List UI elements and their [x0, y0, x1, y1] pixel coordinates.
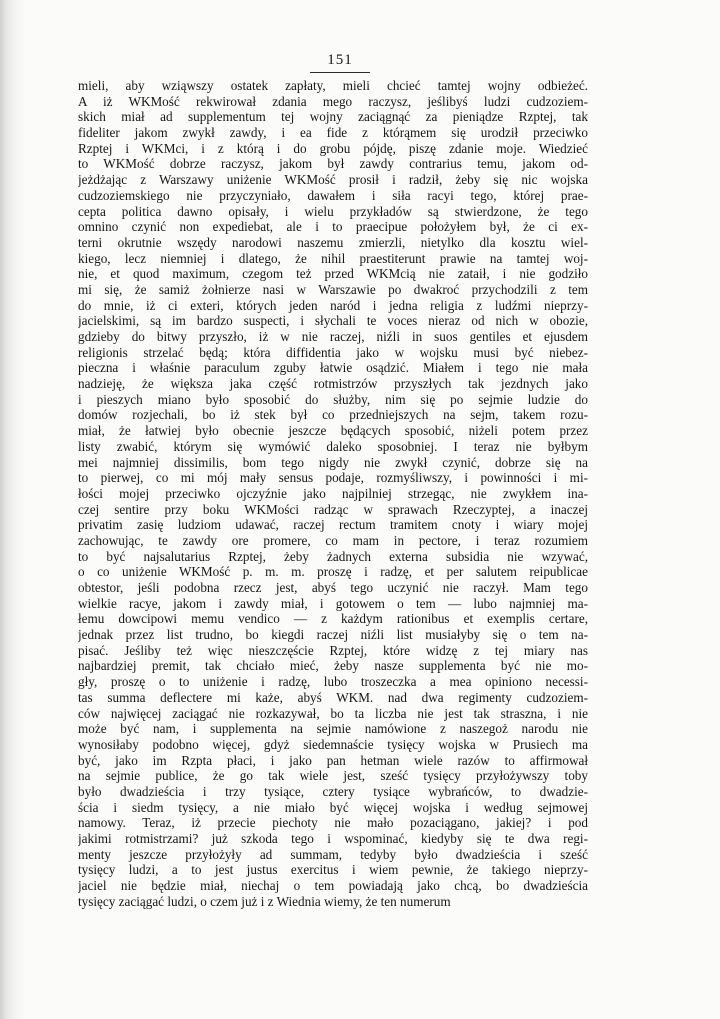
text-line: listy zwabić, którym się wymówić daleko sposobniej. I teraz nie byłbym	[78, 438, 588, 454]
text-line: najbardziej premit, tak chciało mieć, żeby nasze supplementa być nie mo-	[78, 658, 588, 674]
text-line: mieli, aby wziąwszy ostatek zapłaty, mieli chcieć tamtej wojny odbieżeć.	[78, 78, 588, 93]
text-line: jeżdżając z Warszawy uniżenie WKMość prosił i radził, żeby się nic wojska	[78, 172, 588, 188]
text-line: pieczna i właśnie paraculum zguby łatwie osądzić. Miałem i tego nie mała	[78, 360, 588, 376]
text-line: fideliter jakom zwykł zawdy, i ea fide z którąmem się urodził przeciwko	[78, 125, 588, 141]
text-line: religionis strzelać będą; która diffidentia jako w wojsku musi być niebez-	[78, 344, 588, 360]
text-line: kiego, lecz niemniej i dlatego, że nihil praestiterunt prawie na tamtej woj-	[78, 250, 588, 266]
text-line: jaciel nie będzie miał, niechaj o tem powiadają jako chcą, bo dwadzieścia	[78, 878, 588, 894]
text-line: namowy. Teraz, iż przecie piechoty nie mało pozaciągano, jakiej? i pod	[78, 815, 588, 831]
text-line: ścia i siedm tysięcy, a nie miało być więcej wojska i według sejmowej	[78, 799, 588, 815]
text-line: łemu dowcipowi memu vendico — z każdym rationibus et exemplis certare,	[78, 611, 588, 627]
page-number: 151	[327, 52, 353, 68]
text-line: omnino czynić non expediebat, ale i to praecipue położyłem był, że ci ex-	[78, 219, 588, 235]
text-line: A iż WKMość rekwirował zdania mego raczysz, jeślibyś ludzi cudzoziem-	[78, 93, 588, 109]
text-line: Rzptej i WKMci, i z którą i do grobu pójdę, piszę zdanie moje. Wiedzieć	[78, 140, 588, 156]
text-line: zachowując, te zawdy ore promere, co mam in pectore, i teraz rozumiem	[78, 532, 588, 548]
text-line: jednak przez list trudno, bo kiegdi raczej niźli list musiałyby się o tem na-	[78, 627, 588, 643]
text-line: tas summa deflectere mi każe, abyś WKM. nad dwa regimenty cudzoziem-	[78, 689, 588, 705]
text-line: to być najsalutarius Rzptej, żeby żadnych externa subsidia nie wzywać,	[78, 548, 588, 564]
text-line: jakimi rotmistrzami? już szkoda tego i wspominać, kiedyby się te dwa regi-	[78, 831, 588, 846]
text-line: cepta politica dawno opisały, i wielu przykładów są stwierdzone, że tego	[78, 203, 588, 219]
header-rule	[310, 72, 370, 73]
text-line: wielkie racye, jakom i zawdy miał, i gotowem o tem — lubo najmniej ma-	[78, 595, 588, 611]
text-line: ców najwięcej zaciągać nie rozkazywał, bo ta liczba nie jest tak straszna, i nie	[78, 705, 588, 721]
text-line: miał, że łatwiej było obecnie jeszcze będących sposobić, niżeli potem przez	[78, 423, 588, 439]
text-line: tysięcy ludzi, a to jest justus exercitus i wiem pewnie, że takiego nieprzy-	[78, 862, 588, 878]
text-line: skich miał ad supplementum tej wojny zaciągnąć za pieniądze Rzptej, tak	[78, 109, 588, 125]
text-line: mi się, że samiż żołnierze nasi w Warszawie po dwakroć przychodzili z tem	[78, 281, 588, 297]
text-line: gdzieby do bitwy przyszło, iż w nie raczej, niźli in suos gentiles et ejusdem	[78, 329, 588, 344]
text-line: na sejmie publice, że go tak wiele jest, sześć tysięcy przyłożywszy toby	[78, 768, 588, 784]
text-line: domów rozjechali, bo iż stek był co przedniejszych na sejm, takem rozu-	[78, 407, 588, 423]
text-line: jacielskimi, są im bardzo suspecti, i słychali te voces nieraz od nich w obozie,	[78, 313, 588, 329]
text-line: to WKMość dobrze raczysz, jakom był zawdy contrarius temu, jakom od-	[78, 156, 588, 172]
text-line: łości mojej przeciwko ojczyźnie jako najpilniej strzegąc, nie zwykłem ina-	[78, 485, 588, 501]
text-line: nadzieję, że większa jaka część rotmistrzów przyszłych tak jezdnych jako	[78, 376, 588, 392]
text-line: o co uniżenie WKMość p. m. m. proszę i radzę, et per salutem reipublicae	[78, 564, 588, 580]
text-line: cudzoziemskiego nie przyczyniało, dawałem i siła racyi tego, której prae-	[78, 187, 588, 203]
text-line: do mnie, iż ci exteri, których jeden naród i jedna religia z ludźmi nieprzy-	[78, 297, 588, 313]
text-line: być, jako im Rzpta płaci, i jako pan hetman wiele razów to affirmował	[78, 752, 588, 768]
text-line: było dwadzieścia i trzy tysiące, cztery tysiące wybrańców, to dwadzie-	[78, 783, 588, 799]
body-text	[78, 78, 588, 909]
text-line: i pieszych miano było sposobić do służby, nim się po sejmie ludzie do	[78, 391, 588, 407]
text-line: menty jeszcze przyłożyły ad summam, tedyby było dwadzieścia i sześć	[78, 846, 588, 862]
text-line: to pierwej, co mi mój mały sensus podaje, rozmyśliwszy, i powinności i mi-	[78, 470, 588, 486]
text-line: terni okrutnie wszędy narodowi naszemu zmierzli, nietylko dla kosztu wiel-	[78, 234, 588, 250]
text-line: mei najmniej dissimilis, bom tego nigdy nie zwykł czynić, dobrze się na	[78, 454, 588, 470]
text-line: privatim zasię ludziom udawać, raczej rectum tramitem cnoty i wiary mojej	[78, 517, 588, 533]
text-line: tysięcy zaciągać ludzi, o czem już i z Wiednia wiemy, że ten numerum	[78, 893, 451, 909]
text-line: pisać. Jeśliby też więc nieszczęście Rzptej, które widzę z tej miary nas	[78, 642, 588, 658]
text-line: czej sentire przy boku WKMości radząc w sprawach Rzeczyptej, a inaczej	[78, 501, 588, 517]
text-line: obtestor, jeśli podobna rzecz jest, abyś tego uczynić nie raczył. Mam tego	[78, 580, 588, 595]
text-line: gły, proszę o to uniżenie i radzę, lubo troszeczka a mea opiniono necessi-	[78, 674, 588, 690]
text-line: może być nam, i supplementa na sejmie namówione z naszegoż narodu nie	[78, 721, 588, 737]
text-line: nie, et quod maximum, czegom też przed WKMcią nie zataił, i nie godziło	[78, 266, 588, 282]
page-binding-shadow	[0, 0, 26, 1019]
text-line: wynosiłaby podobno więcej, gdyż siedemnaście tysięcy wojska w Prusiech ma	[78, 736, 588, 752]
